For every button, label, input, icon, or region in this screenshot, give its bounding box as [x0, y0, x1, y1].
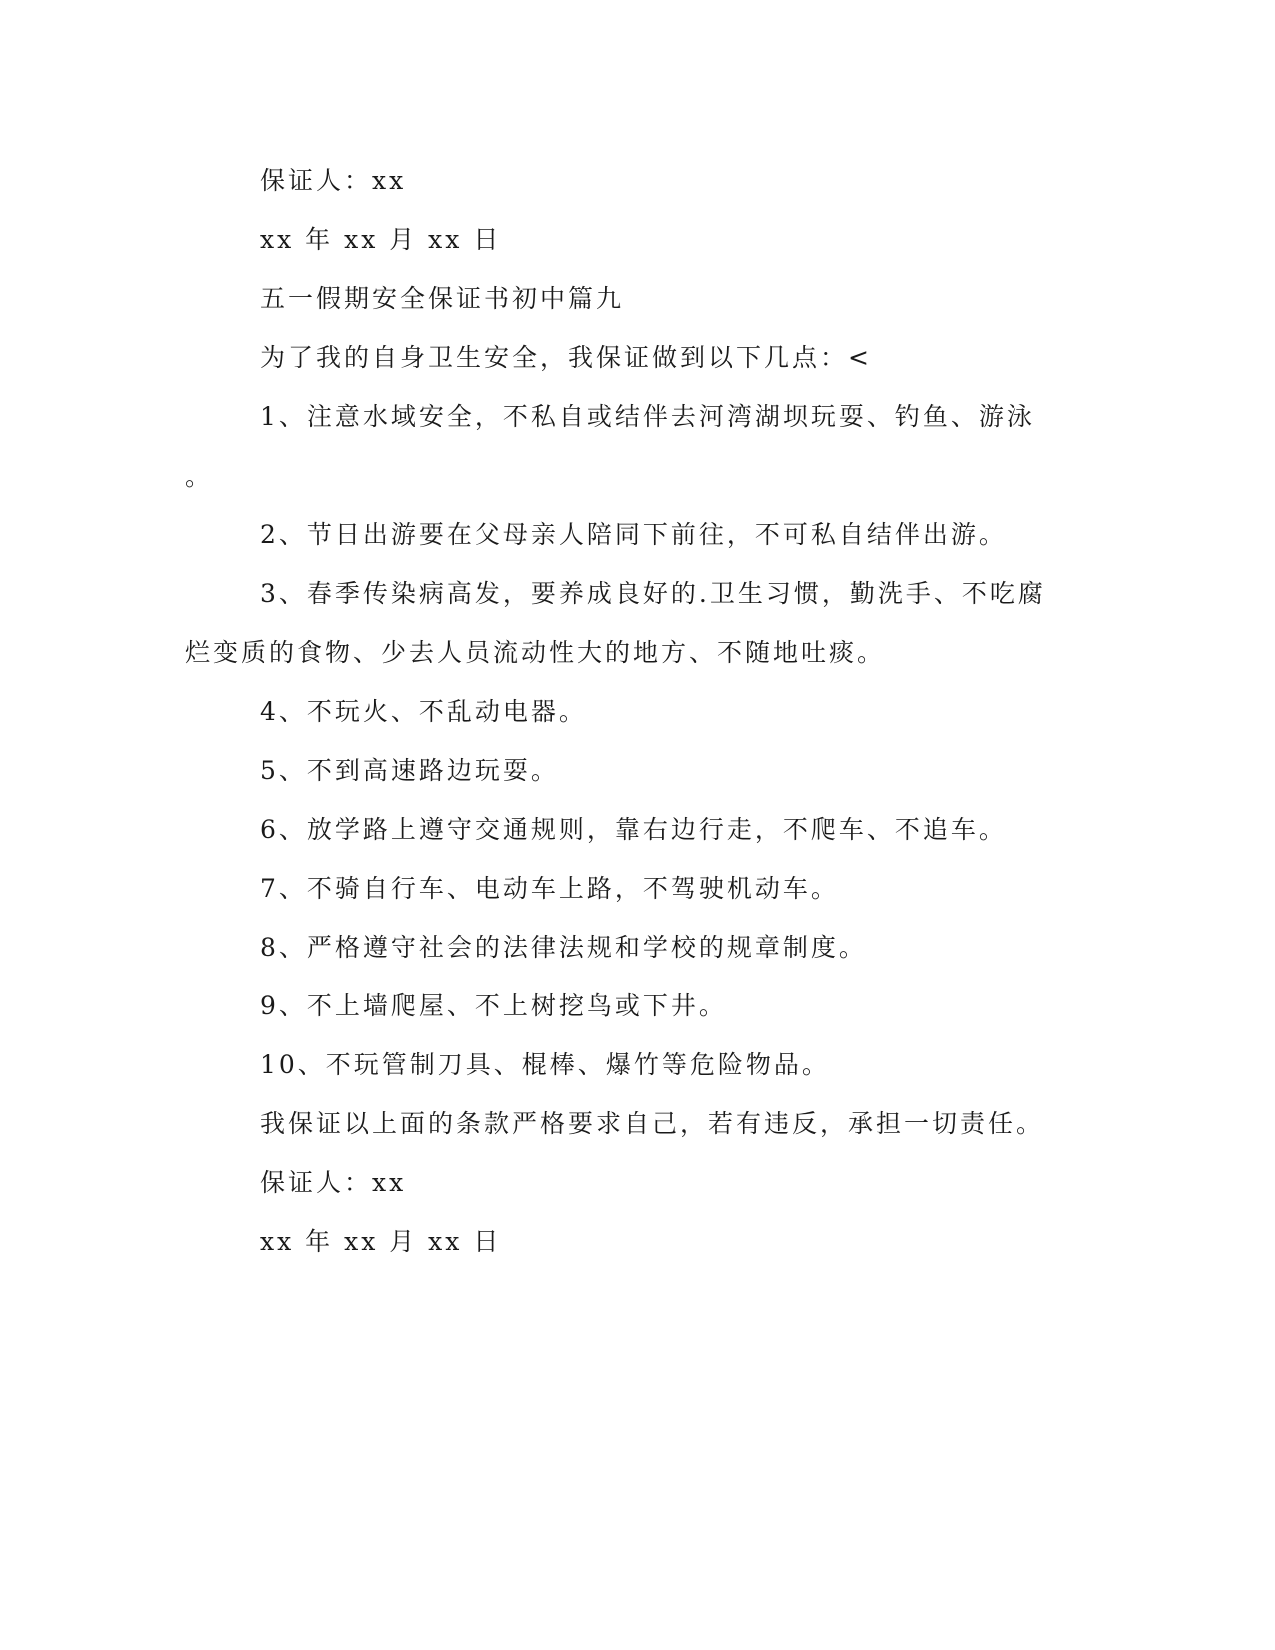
pledge-statement: 我保证以上面的条款严格要求自己，若有违反，承担一切责任。 — [260, 1109, 1045, 1138]
guarantor-line: 保证人：xx — [260, 166, 407, 195]
list-item-4: 4、不玩火、不乱动电器。 — [260, 697, 587, 726]
list-item-2: 2、节日出游要在父母亲人陪同下前往，不可私自结伴出游。 — [260, 520, 1007, 549]
list-item-6: 6、放学路上遵守交通规则，靠右边行走，不爬车、不追车。 — [260, 815, 1007, 844]
date-line-2: xx 年 xx 月 xx 日 — [260, 1227, 502, 1256]
list-item-10: 10、不玩管制刀具、棍棒、爆竹等危险物品。 — [260, 1050, 830, 1079]
guarantor-line-2: 保证人：xx — [260, 1168, 407, 1197]
section-title: 五一假期安全保证书初中篇九 — [260, 284, 625, 313]
date-line: xx 年 xx 月 xx 日 — [260, 225, 502, 254]
list-item-1-continuation: 。 — [185, 462, 214, 491]
list-item-5: 5、不到高速路边玩耍。 — [260, 756, 559, 785]
list-item-1: 1、注意水域安全，不私自或结伴去河湾湖坝玩耍、钓鱼、游泳 — [260, 402, 1035, 431]
intro-paragraph: 为了我的自身卫生安全，我保证做到以下几点：< — [260, 343, 872, 372]
list-item-3-continuation: 烂变质的食物、少去人员流动性大的地方、不随地吐痰。 — [185, 638, 886, 667]
list-item-9: 9、不上墙爬屋、不上树挖鸟或下井。 — [260, 991, 727, 1020]
list-item-8: 8、严格遵守社会的法律法规和学校的规章制度。 — [260, 933, 867, 962]
list-item-7: 7、不骑自行车、电动车上路，不驾驶机动车。 — [260, 874, 839, 903]
list-item-3: 3、春季传染病高发，要养成良好的.卫生习惯，勤洗手、不吃腐 — [260, 579, 1046, 608]
